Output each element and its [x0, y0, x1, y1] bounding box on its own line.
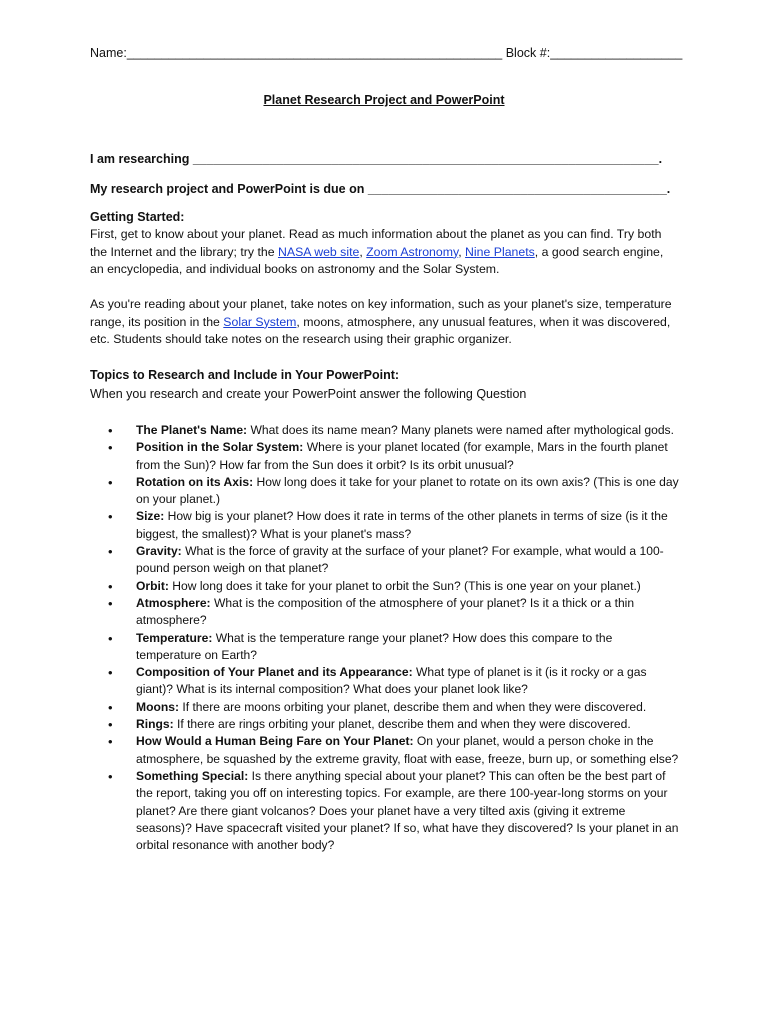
page-title: Planet Research Project and PowerPoint: [263, 93, 505, 107]
paragraph-text: , a good search engine, an encyclopedia, and individual books on astronomy and the Solar System.: [90, 244, 664, 277]
topic-text: How long does it take for your planet to rotate on its own axis? (This is one day on your planet.): [136, 474, 679, 507]
notes-paragraph: [90, 296, 680, 349]
list-item: [90, 508, 680, 543]
topics-intro: When you research and create your PowerPoint answer the following Question: [90, 387, 527, 401]
topic-term: Moons:: [136, 699, 179, 714]
list-item: [90, 699, 680, 716]
topic-text: What is the temperature range your planet? How does this compare to the temperature on Earth?: [136, 630, 613, 662]
block-label: Block #:: [505, 46, 551, 60]
getting-started-paragraph: [90, 226, 680, 279]
topic-term: Temperature:: [136, 630, 213, 645]
solar-system-link[interactable]: Solar System: [223, 314, 297, 329]
due-line: [90, 181, 670, 199]
topics-heading: Topics to Research and Include in Your PowerPoint:: [90, 368, 400, 382]
due-blank: ___________________________________________.: [367, 182, 671, 196]
zoom-astronomy-link[interactable]: Zoom Astronomy: [366, 244, 459, 259]
bullet-icon: •: [108, 699, 113, 715]
topic-text: On your planet, would a person choke in the atmosphere, be squashed by the extreme gravity, float with ease, freeze, burn up, or something else?: [136, 734, 679, 766]
bullet-icon: •: [108, 768, 113, 784]
name-blank: ______________________________________________________: [126, 46, 503, 60]
list-item: [90, 578, 680, 595]
topic-term: Rings:: [136, 717, 174, 732]
bullet-icon: •: [108, 595, 113, 611]
topic-term: Composition of Your Planet and its Appearance:: [136, 665, 413, 680]
list-item: [90, 439, 680, 474]
topic-text: What is the composition of the atmosphere of your planet? Is it a thick or a thin atmosphere?: [136, 595, 635, 628]
block-blank: ___________________: [550, 46, 683, 60]
name-block-line: [90, 45, 682, 63]
list-item: [90, 543, 680, 578]
topic-text: What does its name mean? Many planets were named after mythological gods.: [247, 423, 674, 437]
bullet-icon: •: [108, 509, 113, 525]
researching-label: I am researching: [90, 152, 190, 166]
bullet-icon: •: [108, 717, 113, 733]
bullet-icon: •: [108, 544, 113, 560]
researching-line: [90, 151, 662, 169]
list-item: [90, 474, 680, 509]
topic-term: Orbit:: [136, 578, 169, 593]
getting-started-heading: Getting Started:: [90, 210, 185, 224]
paragraph-text: First, get to know about your planet. Read as much information about the planet as you can find. Try both the Internet and the library; try the: [90, 227, 662, 259]
due-label: My research project and PowerPoint is due on: [90, 182, 365, 196]
bullet-icon: •: [108, 578, 113, 594]
topics-list: [90, 422, 680, 854]
topic-text: If there are rings orbiting your planet, describe them and when they were discovered.: [173, 717, 631, 732]
list-item: [90, 422, 680, 439]
topic-text: What is the force of gravity at the surface of your planet? For example, what would a 100-pound person weigh on that planet?: [136, 544, 664, 576]
topic-term: How Would a Human Being Fare on Your Planet:: [136, 734, 414, 749]
bullet-icon: •: [108, 734, 113, 750]
list-item: [90, 733, 680, 768]
list-item: [90, 595, 680, 630]
topic-term: Something Special:: [136, 768, 249, 783]
topic-term: Rotation on its Axis:: [136, 474, 254, 489]
topic-text: How big is your planet? How does it rate in terms of the other planets in terms of size (is it the biggest, the smallest)? What is your planet's mass?: [136, 509, 668, 541]
topic-text: What type of planet is it (is it rocky or a gas giant)? What is its internal composition? What does your planet look like?: [136, 665, 647, 697]
bullet-icon: •: [108, 630, 113, 646]
paragraph-text: , moons, atmosphere, any unusual features, when it was discovered, etc. Students should take notes on the research using their graphic organizer.: [90, 314, 671, 347]
nasa-link[interactable]: NASA web site: [277, 244, 360, 259]
topic-text: How long does it take for your planet to orbit the Sun? (This is one year on your planet.): [168, 578, 641, 593]
topic-text: If there are moons orbiting your planet, describe them and when they were discovered.: [179, 699, 647, 714]
topic-term: Size:: [136, 509, 165, 524]
topic-term: Position in the Solar System:: [136, 440, 304, 455]
topic-text: Where is your planet located (for example, Mars in the fourth planet from the Sun)? How far from the Sun does it orbit? Is its orbit unusual?: [136, 440, 668, 472]
topic-term: Gravity:: [136, 544, 182, 559]
separator: ,: [458, 244, 466, 259]
separator: ,: [359, 244, 367, 259]
topic-text: Is there anything special about your planet? This can often be the best part of the report, taking you off on interesting topics. For example, are there 100-year-long storms on your planet? Are there giant volcanos? Does your planet have a very tilted axis (giving it extreme seasons)? Have spacecraft visited your planet? If so, what have they discovered? Is your planet in an orbital resonance with another body?: [136, 768, 679, 853]
topic-term: The Planet's Name:: [136, 423, 248, 437]
list-item: [90, 716, 680, 733]
bullet-icon: •: [108, 665, 113, 681]
researching-blank: ___________________________________________________________________.: [192, 152, 663, 166]
paragraph-text: As you're reading about your planet, take notes on key information, such as your planet's size, temperature range, its position in the: [90, 297, 672, 329]
list-item: [90, 768, 680, 854]
topic-term: Atmosphere:: [136, 595, 211, 610]
list-item: [90, 630, 680, 665]
bullet-icon: •: [108, 474, 113, 490]
list-item: [90, 664, 680, 699]
nine-planets-link[interactable]: Nine Planets: [465, 244, 535, 259]
bullet-icon: •: [108, 440, 113, 456]
bullet-icon: •: [108, 423, 113, 438]
name-label: Name:: [90, 46, 127, 60]
